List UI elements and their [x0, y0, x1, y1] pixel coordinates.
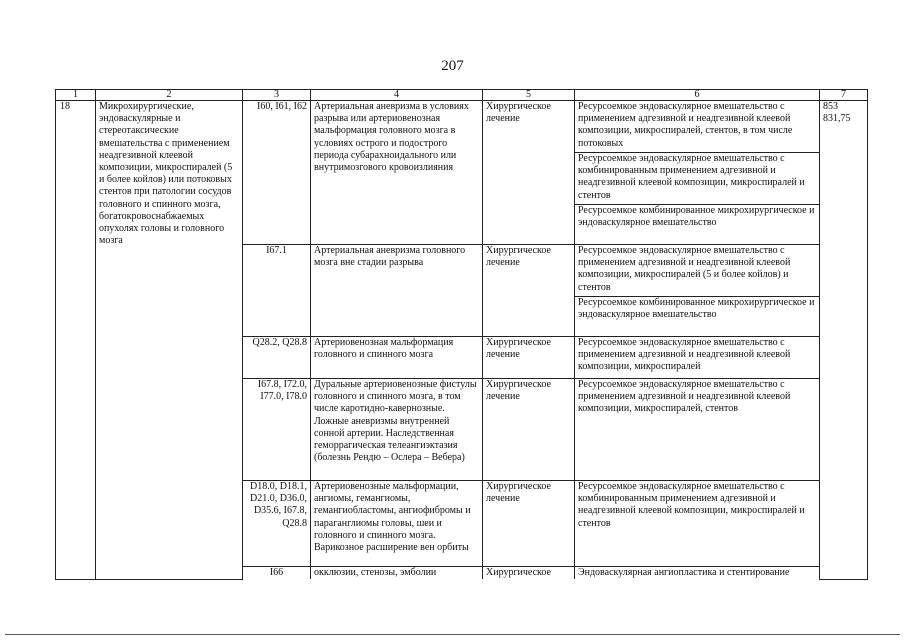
diagnosis: Артериовенозные мальформации, ангиомы, гемангиомы, гемангиобластомы, ангиофибромы и параганглиомы головы, шеи и головного и спинного мозга. Варикозное расширение вен орбиты — [311, 481, 483, 567]
diagnosis-codes: I66 — [243, 567, 311, 580]
diagnosis-codes: D18.0, D18.1, D21.0, D36.0, D35.6, I67.8, Q28.8 — [243, 481, 311, 567]
diagnosis: Артериальная аневризма головного мозга вне стадии разрыва — [311, 245, 483, 337]
treatment-method: Ресурсоемкое комбинированное микрохирургическое и эндоваскулярное вмешательство — [575, 205, 820, 245]
diagnosis: Артериовенозная мальформация головного и спинного мозга — [311, 337, 483, 379]
column-number: 1 — [56, 90, 96, 101]
treatment-method: Ресурсоемкое эндоваскулярное вмешательство с применением адгезивной и неадгезивной клеевой композиции, микроспиралей (5 и более койлов) и стентов — [575, 245, 820, 297]
medical-services-table — [55, 89, 868, 580]
column-number: 3 — [243, 90, 311, 101]
column-number: 5 — [483, 90, 575, 101]
treatment-method: Ресурсоемкое эндоваскулярное вмешательство с применением адгезивной и неадгезивной клеевой композиции, микроспиралей, стентов — [575, 379, 820, 481]
page-number: 207 — [441, 58, 464, 74]
treatment-method: Ресурсоемкое эндоваскулярное вмешательство с применением адгезивной и неадгезивной клеевой композиции, микроспиралей, стентов, в том числе потоковых — [575, 101, 820, 153]
treatment-method: Ресурсоемкое эндоваскулярное вмешательство с применением адгезивной и неадгезивной клеевой композиции, микроспиралей — [575, 337, 820, 379]
diagnosis-codes: I67.8, I72.0, I77.0, I78.0 — [243, 379, 311, 481]
treatment-method: Ресурсоемкое эндоваскулярное вмешательство с комбинированным применением адгезивной и неадгезивной клеевой композиции, микроспиралей и стентов — [575, 153, 820, 205]
diagnosis: Дуральные артериовенозные фистулы головного и спинного мозга, в том числе каротидно-кавернозные. Ложные аневризмы внутренней сонной артерии. Наследственная геморрагическая телеангиэктазия (болезнь Рендю – Ослера – Вебера) — [311, 379, 483, 481]
diagnosis-codes: I67.1 — [243, 245, 311, 337]
row-number: 18 — [56, 101, 96, 580]
diagnosis: окклюзии, стенозы, эмболии — [311, 567, 483, 580]
column-number: 4 — [311, 90, 483, 101]
treatment-method: Ресурсоемкое комбинированное микрохирургическое и эндоваскулярное вмешательство — [575, 297, 820, 337]
column-number-row — [56, 90, 868, 101]
treatment-method: Ресурсоемкое эндоваскулярное вмешательство с комбинированным применением адгезивной и неадгезивной клеевой композиции, микроспиралей и стентов — [575, 481, 820, 567]
treatment-type: Хирургическое лечение — [483, 101, 575, 245]
column-number: 2 — [96, 90, 243, 101]
treatment-type: Хирургическое лечение — [483, 481, 575, 567]
column-number: 7 — [820, 90, 868, 101]
treatment-type: Хирургическое — [483, 567, 575, 580]
diagnosis: Артериальная аневризма в условиях разрыва или артериовенозная мальформация головного мозга в условиях острого и подострого периода субарахноидального или внутримозгового кровоизлияния — [311, 101, 483, 245]
group-name: Микрохирургические, эндоваскулярные и стереотаксические вмешательства с применением неадгезивной клеевой композиции, микроспиралей (5 и более койлов) или потоковых стентов при патологии сосудов головного и спинного мозга, богатокровоснабжаемых опухолях головы и головного мозга — [96, 101, 243, 580]
table-row — [56, 101, 868, 153]
diagnosis-codes: I60, I61, I62 — [243, 101, 311, 245]
treatment-type: Хирургическое лечение — [483, 379, 575, 481]
treatment-method: Эндоваскулярная ангиопластика и стентирование — [575, 567, 820, 580]
scan-edge-line — [5, 634, 900, 635]
column-number: 6 — [575, 90, 820, 101]
diagnosis-codes: Q28.2, Q28.8 — [243, 337, 311, 379]
treatment-type: Хирургическое лечение — [483, 245, 575, 337]
price: 853 831,75 — [820, 101, 868, 580]
treatment-type: Хирургическое лечение — [483, 337, 575, 379]
